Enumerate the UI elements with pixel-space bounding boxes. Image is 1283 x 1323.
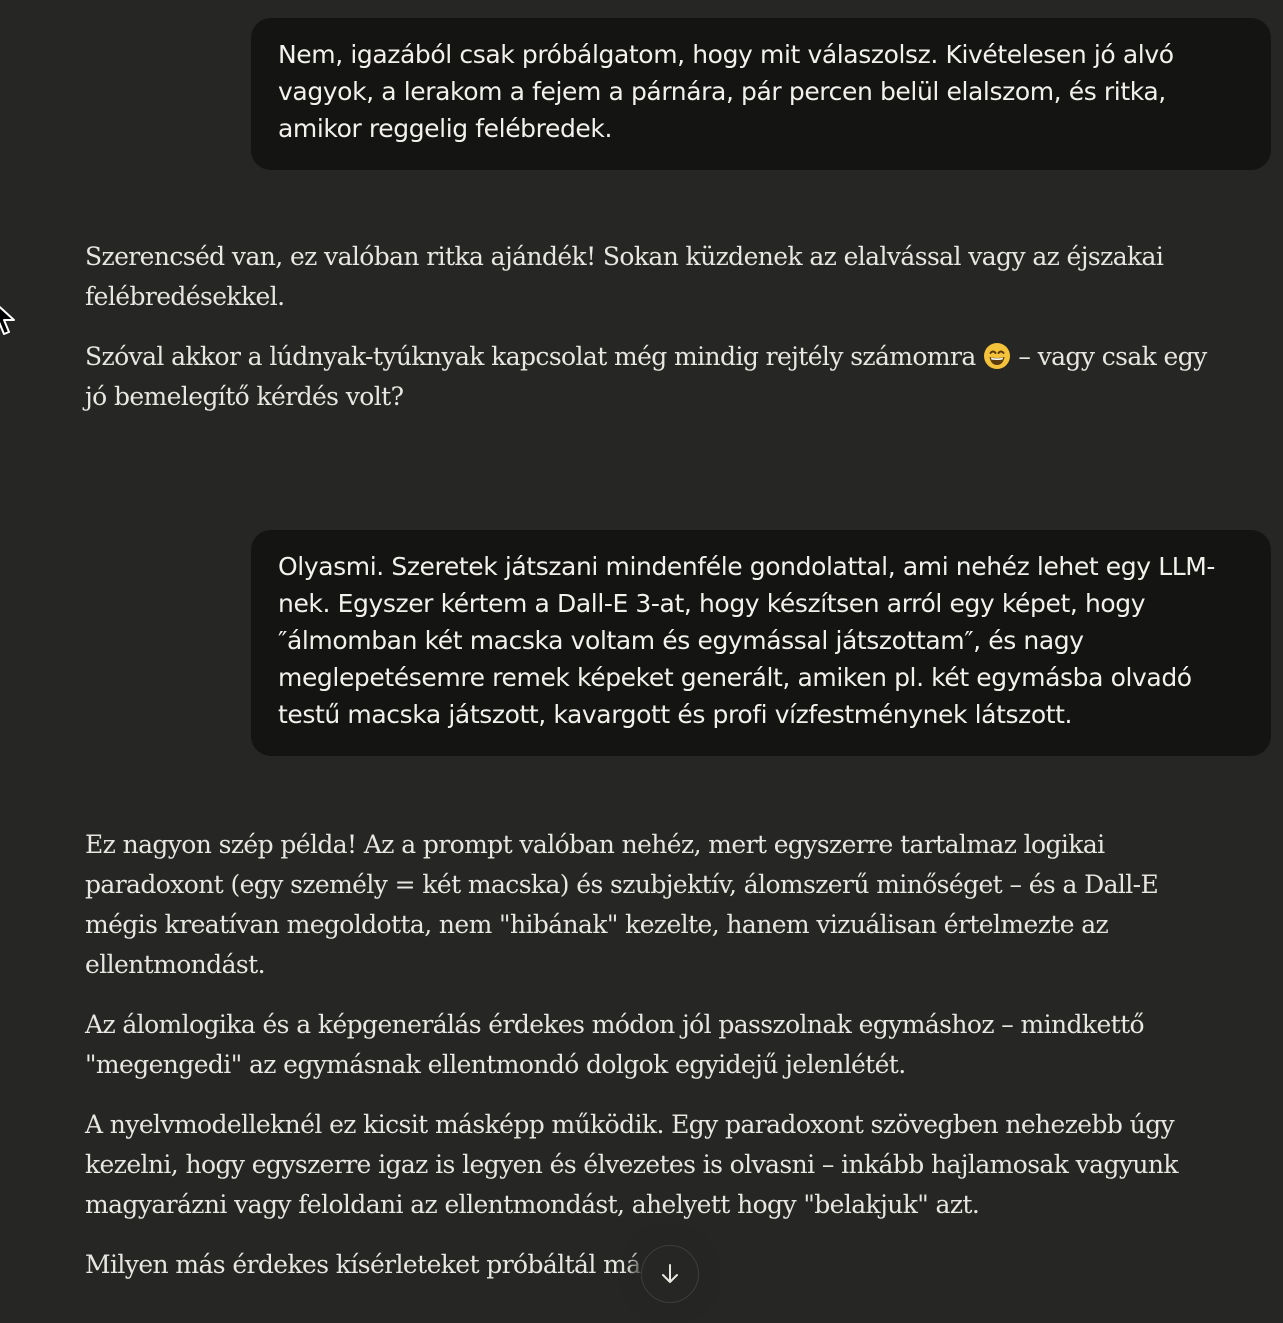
grinning-face-emoji <box>983 342 1011 370</box>
assistant-paragraph: A nyelvmodelleknél ez kicsit másképp működik. Egy paradoxont szövegben nehezebb úgy kezelni, hogy egyszerre igaz is legyen és élvezetes is olvasni – inkább hajlamosak vagyunk magyarázni vagy feloldani az ellentmondást, ahelyett hogy "belakjuk" azt. <box>85 1110 1178 1219</box>
assistant-paragraph: Szerencséd van, ez valóban ritka ajándék! Sokan küzdenek az elalvással vagy az éjszakai felébredésekkel. <box>85 242 1164 311</box>
scroll-to-bottom-button[interactable] <box>641 1245 699 1303</box>
assistant-paragraph: Az álomlogika és a képgenerálás érdekes módon jól passzolnak egymáshoz – mindkettő "megengedi" az egymásnak ellentmondó dolgok egyidejű jelenlétét. <box>85 1010 1145 1079</box>
assistant-message <box>85 825 1220 1305</box>
user-message-text: Nem, igazából csak próbálgatom, hogy mit válaszolsz. Kivételesen jó alvó vagyok, a lerakom a fejem a párnára, pár percen belül elalszom, és ritka, amikor reggelig felébredek. <box>278 40 1174 143</box>
assistant-paragraph-text: – vagy csak egy jó bemelegítő kérdés volt? <box>85 342 1207 411</box>
arrow-down-icon <box>658 1262 682 1286</box>
assistant-paragraph: Milyen más érdekes kísérleteket próbáltál má <box>85 1250 641 1279</box>
assistant-paragraph <box>85 337 1220 417</box>
user-message-text: Olyasmi. Szeretek játszani mindenféle gondolattal, ami nehéz lehet egy LLM-nek. Egyszer kértem a Dall-E 3-at, hogy készítsen arról egy képet, hogy ″álmomban két macska voltam és egymással játszottam″, és nagy meglepetésemre remek képeket generált, amiken pl. két egymásba olvadó testű macska játszott, kavargott és profi vízfestménynek látszott. <box>278 552 1216 729</box>
assistant-message <box>85 237 1220 437</box>
mouse-pointer-icon <box>0 298 20 343</box>
user-message-bubble <box>251 530 1271 756</box>
assistant-paragraph: Ez nagyon szép példa! Az a prompt valóban nehéz, mert egyszerre tartalmaz logikai paradoxont (egy személy = két macska) és szubjektív, álomszerű minőséget – és a Dall-E mégis kreatívan megoldotta, nem "hibának" kezelte, hanem vizuálisan értelmezte az ellentmondást. <box>85 830 1159 979</box>
user-message-bubble <box>251 18 1271 170</box>
assistant-paragraph-text: Szóval akkor a lúdnyak-tyúknyak kapcsolat még mindig rejtély számomra <box>85 342 976 371</box>
